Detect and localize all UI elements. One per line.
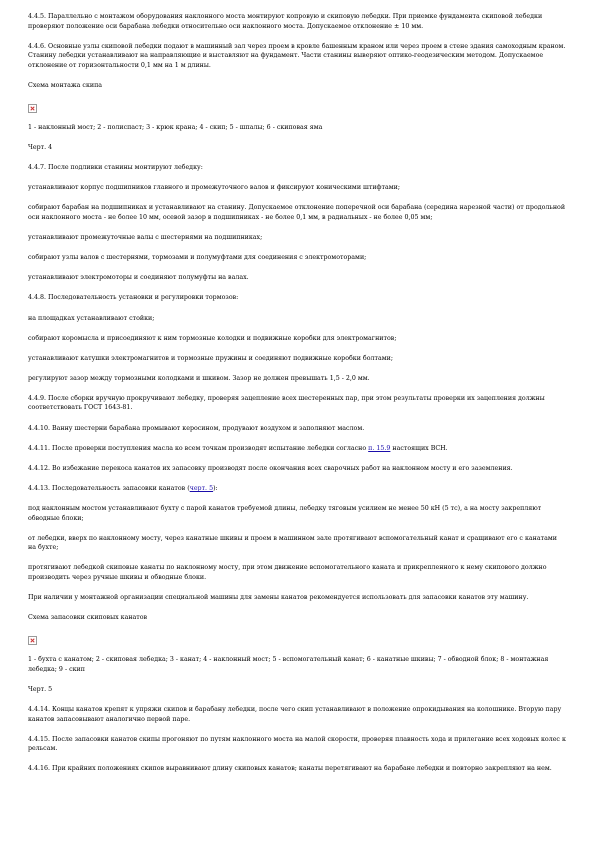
paragraph-4-4-13: 4.4.13. Последовательность запасовки канатов (черт. 5): bbox=[28, 484, 218, 492]
link-figure-5[interactable]: черт. 5 bbox=[189, 484, 214, 492]
figure-4-title: Схема монтажа скипа bbox=[28, 81, 103, 89]
document-page bbox=[28, 12, 566, 774]
list-item: от лебедки, вверх по наклонному мосту, через канатные шкивы и проем в машинном зале протягивают вспомогательный канат и сращивают его с канатами на бухте; bbox=[28, 534, 557, 552]
list-item: устанавливают промежуточные валы с шестернями на подшипниках; bbox=[28, 234, 263, 242]
list-item: устанавливают катушки электромагнитов и тормозные пружины и соединяют подвижные коробки болтами; bbox=[28, 354, 393, 362]
paragraph-4-4-16: 4.4.16. При крайних положениях скипов выравнивают длину скиповых канатов; канаты перетягивают на барабане лебедки и повторно закрепляют на нем. bbox=[28, 765, 552, 773]
paragraph-4-4-15: 4.4.15. После запасовки канатов скипы прогоняют по путям наклонного моста на малой скорости, проверяя плавность хода и прилегание всех ходовых колес к рельсам. bbox=[28, 735, 566, 753]
figure-4-caption: Черт. 4 bbox=[28, 144, 53, 152]
paragraph-4-4-8: 4.4.8. Последовательность установки и регулировки тормозов: bbox=[28, 294, 239, 302]
list-item: устанавливают корпус подшипников главного и промежуточного валов и фиксируют коническими штифтами; bbox=[28, 184, 400, 192]
paragraph-4-4-7: 4.4.7. После подливки станины монтируют лебедку: bbox=[28, 164, 203, 172]
paragraph-4-4-6: 4.4.6. Основные узлы скиповой лебедки подают в машинный зал через проем в кровле башенным краном или через проем в стене здания самоходным краном. Станину лебедки устанавливают на направляющие и выставляют на фундамент. Части станины выверяют оптико-геодезическим методом. Допускаемое отклонение от горизонтальности 0,1 мм на 1 м длины. bbox=[28, 42, 566, 69]
paragraph-4-4-11: 4.4.11. После проверки поступления масла ко всем точкам производят испытание лебедки согласно п. 15.9 настоящих ВСН. bbox=[28, 444, 448, 452]
link-clause-15-9[interactable]: п. 15.9 bbox=[368, 444, 391, 452]
broken-image-icon bbox=[28, 104, 37, 113]
list-item: устанавливают электромоторы и соединяют полумуфты на валах. bbox=[28, 274, 249, 282]
list-item: собирают узлы валов с шестернями, тормозами и полумуфтами для соединения с электромоторами; bbox=[28, 254, 367, 262]
broken-image-icon bbox=[28, 636, 37, 645]
figure-5-legend: 1 - бухта с канатом; 2 - скиповая лебедка; 3 - канат; 4 - наклонный мост; 5 - вспомогательный канат; 6 - канатные шкивы; 7 - обводной блок; 8 - монтажная лебедка; 9 - скип bbox=[28, 656, 549, 673]
list-item: протягивают лебедкой скиповые канаты по наклонному мосту, при этом движение вспомогательного каната и прикрепленного к нему скипового должно производить через ручные шкивы и обводные блоки. bbox=[28, 564, 547, 581]
paragraph-4-4-12: 4.4.12. Во избежание перекоса канатов их запасовку производят после окончания всех сварочных работ на наклонном мосту и его заземления. bbox=[28, 464, 513, 472]
paragraph-note: При наличии у монтажной организации специальной машины для замены канатов рекомендуется использовать для запасовки канатов эту машину. bbox=[28, 594, 529, 601]
list-item: собирают коромысла и присоединяют к ним тормозные колодки и подвижные коробки для электромагнитов; bbox=[28, 334, 397, 342]
list-item: на площадках устанавливают стойки; bbox=[28, 314, 155, 322]
list-item: под наклонным мостом устанавливают бухту с парой канатов требуемой длины, лебедку тяговым усилием не менее 50 кН (5 тс), а на мосту закрепляют обводные блоки; bbox=[28, 504, 542, 522]
list-item: регулируют зазор между тормозными колодками и шкивом. Зазор не должен превышать 1,5 - 2,0 мм. bbox=[28, 374, 370, 382]
figure-5-title: Схема запасовки скиповых канатов bbox=[28, 614, 148, 622]
paragraph-4-4-14: 4.4.14. Концы канатов крепят к упряжи скипов и барабану лебедки, после чего скип устанавливают в положение опрокидывания на колошнике. Вторую пару канатов запасовывают аналогично первой паре. bbox=[28, 705, 562, 723]
figure-4-legend: 1 - наклонный мост; 2 - полиспаст; 3 - крюк крана; 4 - скип; 5 - шпалы; 6 - скиповая яма bbox=[28, 124, 323, 132]
paragraph-4-4-10: 4.4.10. Ванну шестерни барабана промывают керосином, продувают воздухом и заполняют маслом. bbox=[28, 424, 365, 432]
list-item: собирают барабан на подшипниках и устанавливают на станину. Допускаемое отклонение поперечной оси барабана (середина нарезной части) от продольной оси наклонного моста - не более 10 мм, осевой зазор в подшипниках - не более 0,1 мм, в радиальных - не более 0,05 мм; bbox=[28, 204, 566, 222]
paragraph-4-4-5: 4.4.5. Параллельно с монтажом оборудования наклонного моста монтируют копровую и скиповую лебедки. При приемке фундамента скиповой лебедки проверяют положение оси барабана лебедки относительно оси наклонного моста. Допускаемое отклонение ± 10 мм. bbox=[28, 13, 543, 30]
figure-5-caption: Черт. 5 bbox=[28, 685, 53, 693]
paragraph-4-4-9: 4.4.9. После сборки вручную прокручивают лебедку, проверяя зацепление всех шестеренных пар, при этом результаты проверки их зацепления должны соответствовать ГОСТ 1643-81. bbox=[28, 394, 545, 412]
